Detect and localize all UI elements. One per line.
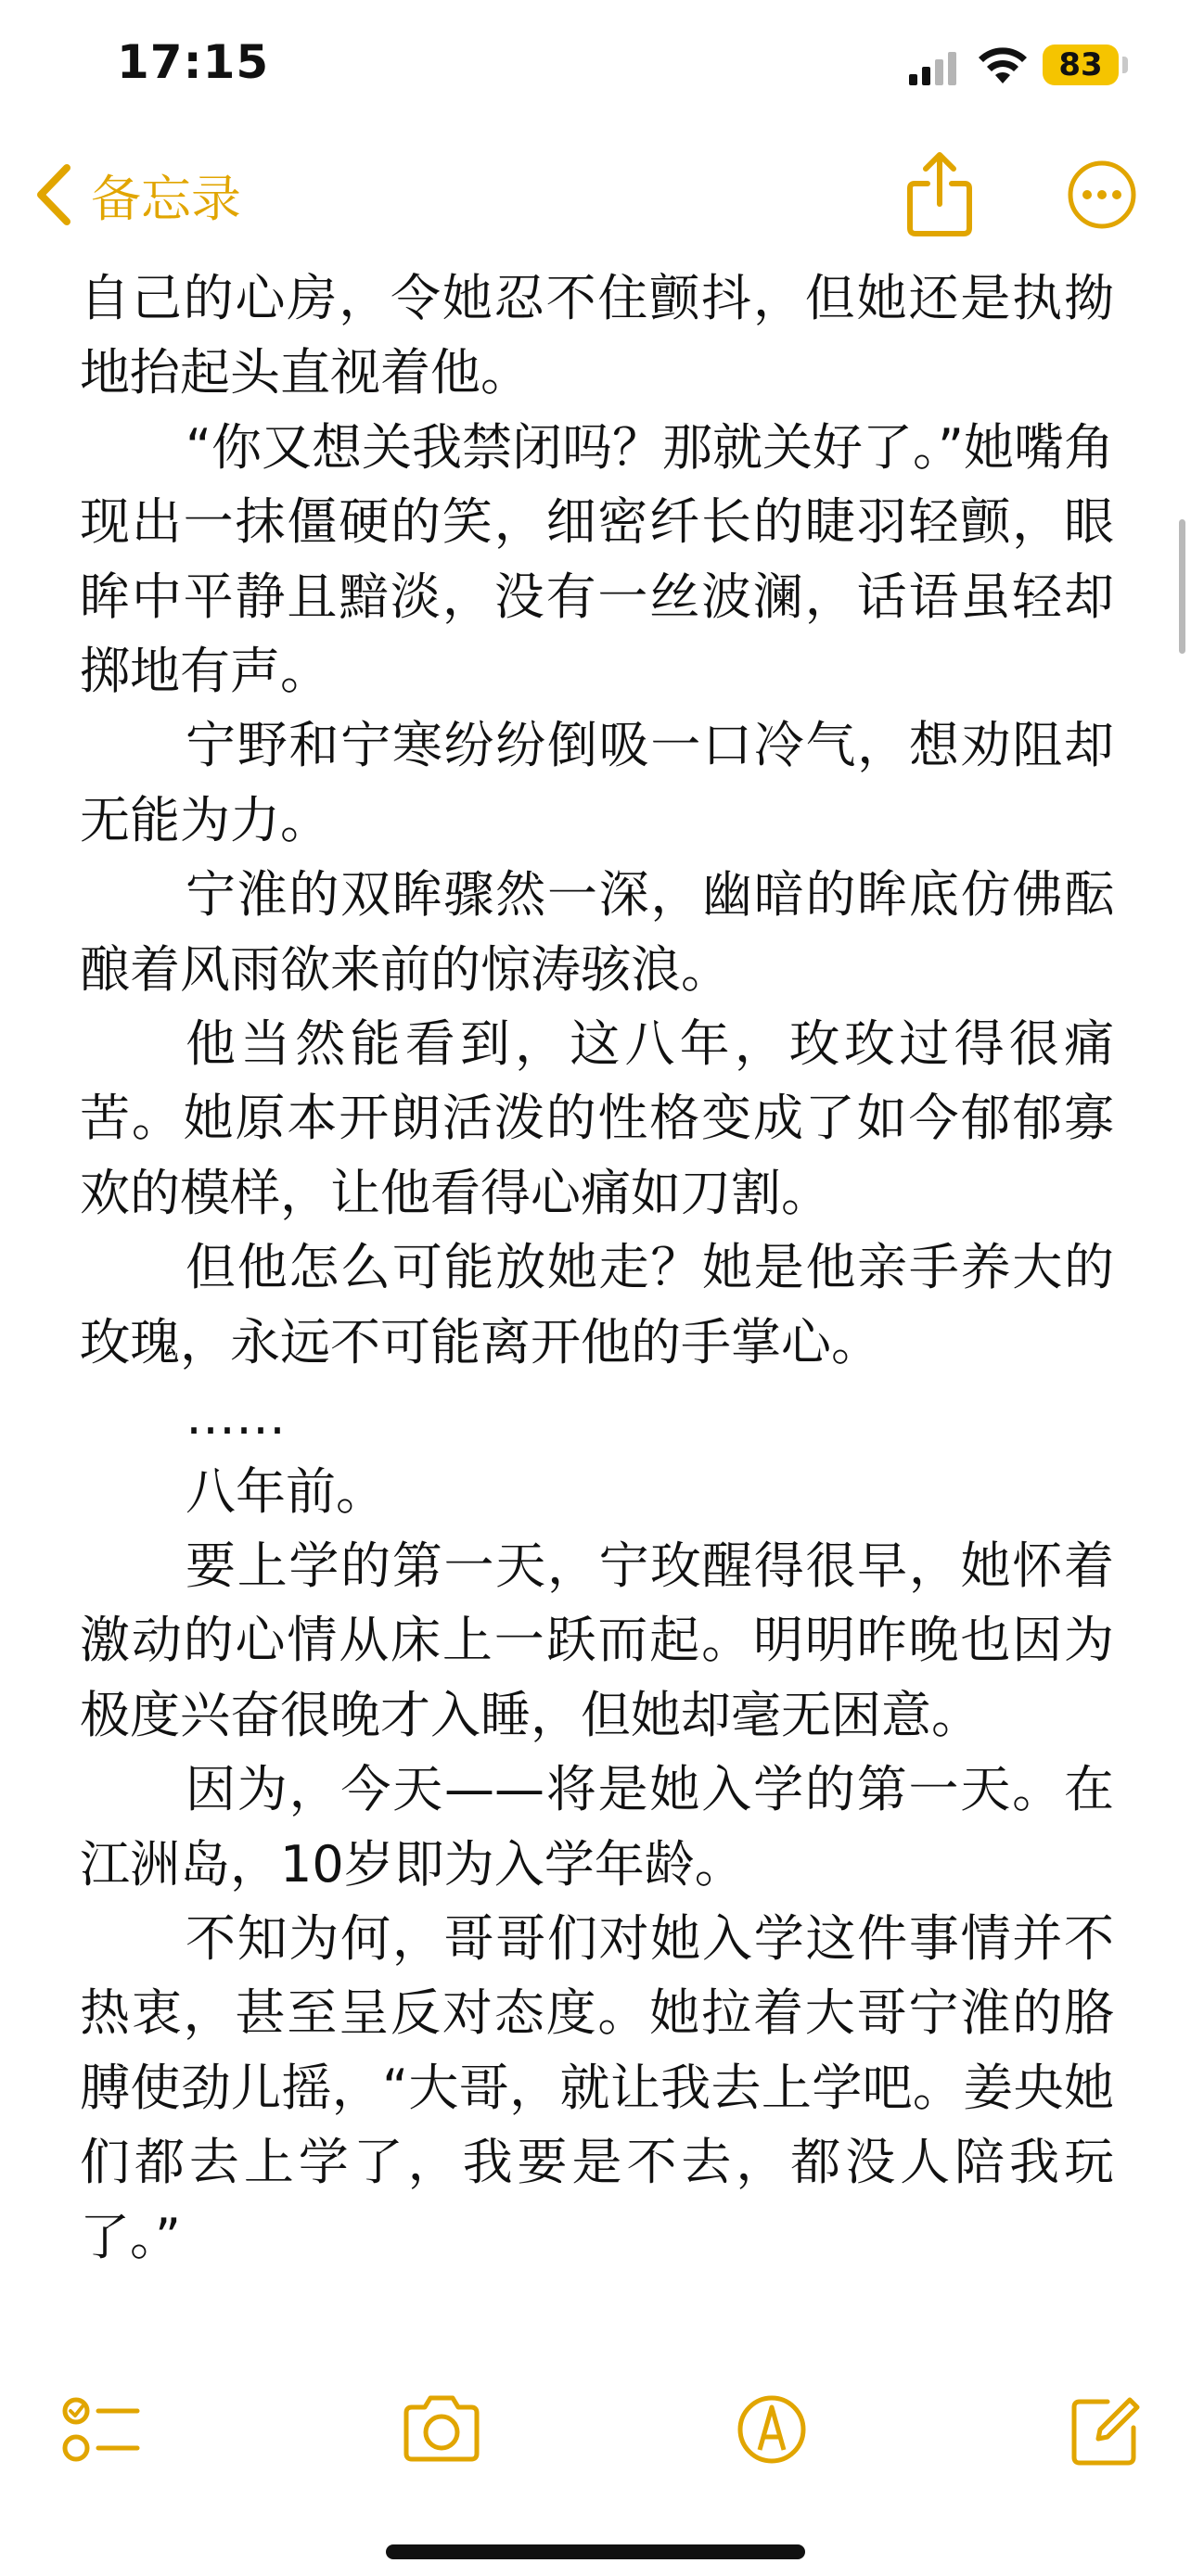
- scroll-indicator[interactable]: [1179, 519, 1185, 654]
- paragraph-8: 要上学的第一天，宁玫醒得很早，她怀着激动的心情从床上一跃而起。明明昨晚也因为极度兴奋很晚才入睡，但她却毫无困意。: [80, 1536, 1114, 1744]
- paragraph-6: 但他怎么可能放她走？她是他亲手养大的玫瑰，永远不可能离开他的手掌心。: [80, 1238, 1114, 1371]
- bottom-toolbar: [0, 2383, 1191, 2485]
- share-icon[interactable]: [905, 150, 974, 239]
- paragraph-2: “你又想关我禁闭吗？那就关好了。”她嘴角现出一抹僵硬的笑，细密纤长的睫羽轻颤，眼眸中平静且黯淡，没有一丝波澜，话语虽轻却掷地有声。: [80, 417, 1114, 701]
- paragraph-10: 不知为何，哥哥们对她入学这件事情并不热衷，甚至呈反对态度。她拉着大哥宁淮的胳膊使劲儿摇，“大哥，就让我去上学吧。姜央她们都去上学了，我要是不去，都没人陪我玩了。”: [80, 1908, 1114, 2266]
- back-button[interactable]: [33, 158, 241, 232]
- battery-cap: [1122, 57, 1128, 73]
- signal-icon: [909, 52, 959, 85]
- home-indicator[interactable]: [386, 2544, 805, 2559]
- chevron-left-icon: [33, 162, 74, 227]
- status-time: 17:15: [117, 35, 270, 89]
- camera-icon[interactable]: [399, 2383, 484, 2476]
- paragraph-4: 宁淮的双眸骤然一深，幽暗的眸底仿佛酝酿着风雨欲来前的惊涛骇浪。: [80, 865, 1114, 999]
- paragraph-9: 因为，今天——将是她入学的第一天。在江洲岛，10岁即为入学年龄。: [80, 1760, 1114, 1894]
- note-body[interactable]: [80, 261, 1114, 2275]
- back-label: 备忘录: [91, 169, 241, 228]
- battery-level: 83: [1058, 46, 1103, 83]
- ellipsis-separator: ……: [186, 1387, 286, 1447]
- battery-icon: [1043, 45, 1119, 85]
- paragraph-7: 八年前。: [186, 1461, 386, 1521]
- paragraph-3: 宁野和宁寒纷纷倒吸一口冷气，想劝阻却无能为力。: [80, 716, 1114, 849]
- compose-icon[interactable]: [1067, 2383, 1141, 2476]
- paragraph-5: 他当然能看到，这八年，玫玫过得很痛苦。她原本开朗活泼的性格变成了如今郁郁寡欢的模样，让他看得心痛如刀割。: [80, 1014, 1114, 1222]
- checklist-icon[interactable]: [61, 2383, 143, 2476]
- nav-bar: [0, 130, 1191, 250]
- paragraph-1: 自己的心房，令她忍不住颤抖，但她还是执拗地抬起头直视着他。: [80, 269, 1114, 402]
- markup-pen-icon[interactable]: [735, 2383, 809, 2476]
- more-icon[interactable]: [1067, 159, 1137, 230]
- status-bar: [0, 0, 1191, 130]
- wifi-icon: [978, 46, 1028, 85]
